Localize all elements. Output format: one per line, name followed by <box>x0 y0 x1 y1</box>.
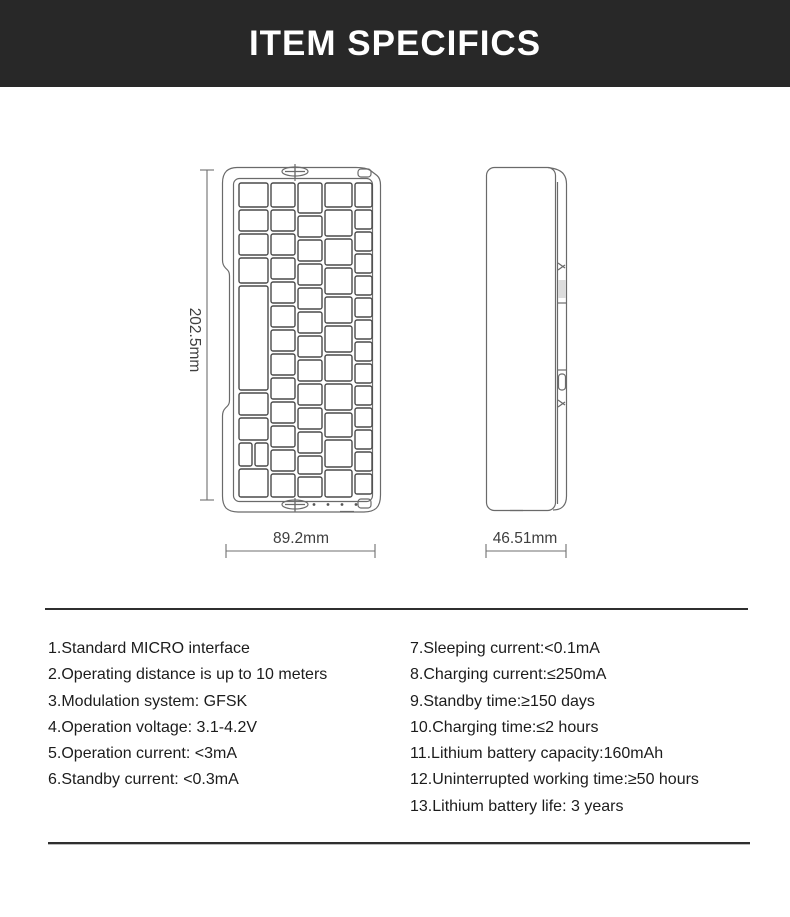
spec-list-left-column <box>48 636 327 794</box>
spec-item: 3.Modulation system: GFSK <box>48 692 248 710</box>
spec-item: 7.Sleeping current:<0.1mA <box>410 640 600 657</box>
space-bar-key <box>239 286 268 390</box>
spec-item: 5.Operation current: <3mA <box>48 745 237 763</box>
top-divider <box>45 608 748 610</box>
bottom-divider <box>48 842 750 845</box>
side-width-dimension <box>486 530 566 558</box>
key-column-5 <box>355 183 372 494</box>
dimension-diagram <box>0 87 790 600</box>
side-button-detail <box>558 370 567 407</box>
spec-item: 4.Operation voltage: 3.1-4.2V <box>48 718 258 736</box>
keyboard-drawing-svg <box>0 87 790 600</box>
spec-item: 2.Operating distance is up to 10 meters <box>48 666 328 684</box>
spec-item: 9.Standby time:≥150 days <box>410 692 595 710</box>
spec-item: 1.Standard MICRO interface <box>48 640 250 657</box>
spec-item: 13.Lithium battery life: 3 years <box>410 797 624 815</box>
page-title: ITEM SPECIFICS <box>248 23 542 63</box>
spec-item: 12.Uninterrupted working time:≥50 hours <box>410 771 699 789</box>
side-width-label: 46.51mm <box>492 530 558 547</box>
spec-item: 11.Lithium battery capacity:160mAh <box>410 745 664 763</box>
spec-item: 10.Charging time:≤2 hours <box>410 718 599 736</box>
key-column-4 <box>325 183 352 497</box>
front-width-dimension <box>226 530 375 558</box>
key-column-1 <box>239 183 268 497</box>
spec-list-right-column <box>410 636 699 820</box>
height-dimension <box>186 170 214 500</box>
header-bar <box>0 0 790 87</box>
indicator-led-dots <box>313 503 358 506</box>
key-column-2 <box>271 183 295 497</box>
key-column-3 <box>298 183 322 497</box>
hinge-bottom-icon <box>282 498 308 511</box>
side-latch-detail <box>558 263 567 303</box>
keyboard-side-view <box>487 168 567 511</box>
spec-item: 8.Charging current:≤250mA <box>410 666 607 684</box>
height-dimension-label: 202.5mm <box>186 307 203 373</box>
keyboard-top-view <box>223 164 381 512</box>
spec-item: 6.Standby current: <0.3mA <box>48 771 239 789</box>
front-width-label: 89.2mm <box>273 530 329 547</box>
